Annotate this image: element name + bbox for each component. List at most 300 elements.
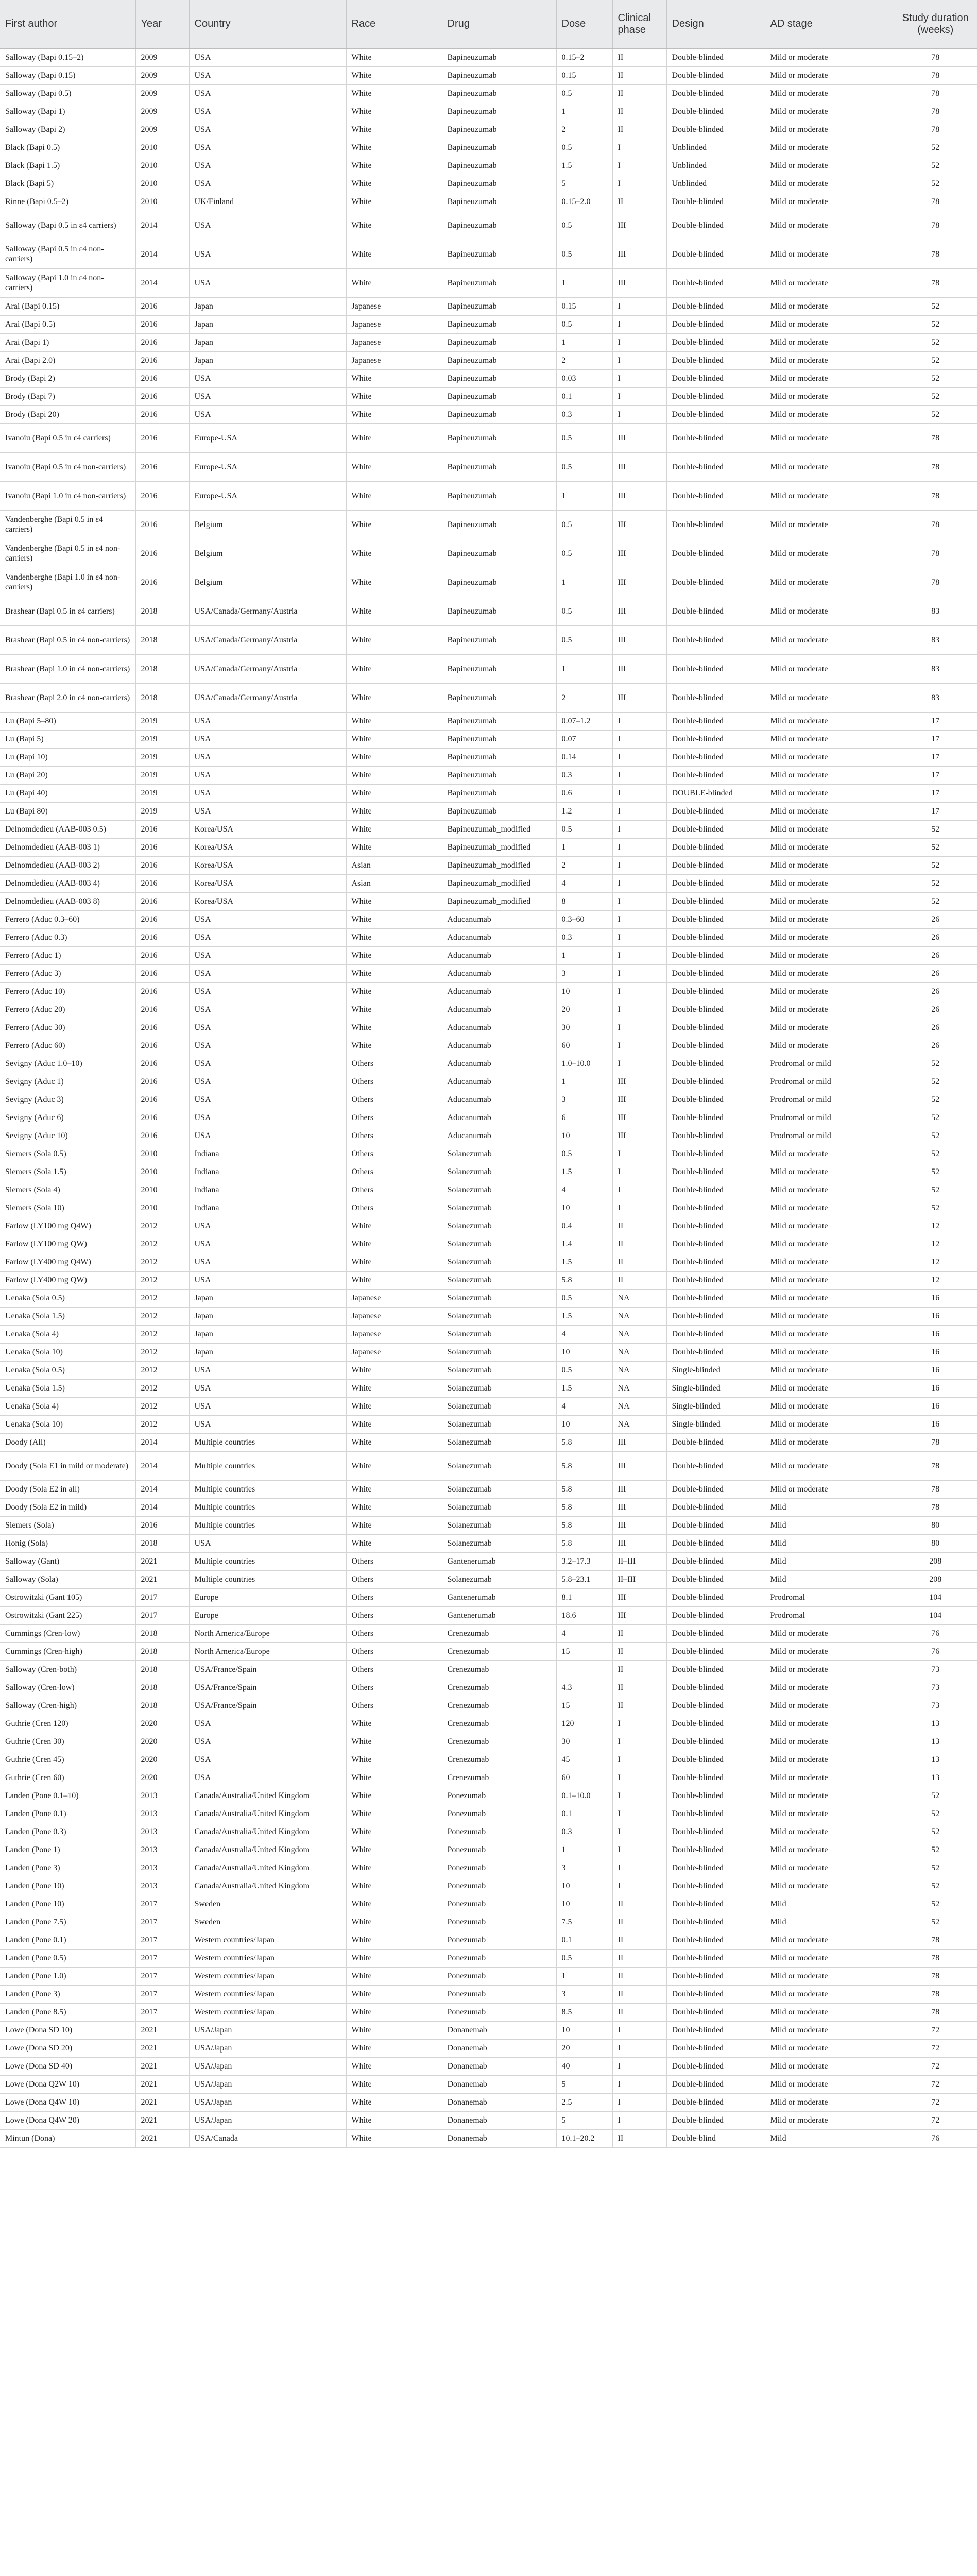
cell-first-author: Black (Bapi 1.5)	[0, 157, 135, 175]
cell-clinical-phase: I	[612, 405, 666, 423]
cell-clinical-phase: I	[612, 1019, 666, 1037]
cell-country: USA	[189, 784, 346, 802]
cell-year: 2016	[135, 874, 189, 892]
cell-country: Korea/USA	[189, 838, 346, 856]
cell-dose: 0.1	[556, 1931, 612, 1949]
cell-drug: Bapineuzumab_modified	[442, 820, 556, 838]
cell-dose: 0.5	[556, 315, 612, 333]
cell-study-duration: 52	[894, 333, 977, 351]
cell-dose: 1	[556, 654, 612, 683]
cell-drug: Solanezumab	[442, 1253, 556, 1271]
cell-clinical-phase: III	[612, 1091, 666, 1109]
cell-dose: 5	[556, 175, 612, 193]
cell-design: Double-blinded	[666, 2093, 765, 2111]
cell-drug: Aducanumab	[442, 1127, 556, 1145]
cell-drug: Ponezumab	[442, 1859, 556, 1877]
header-study-duration: Study duration (weeks)	[894, 0, 977, 48]
cell-study-duration: 12	[894, 1271, 977, 1289]
cell-first-author: Landen (Pone 1.0)	[0, 1967, 135, 1985]
cell-ad-stage: Mild or moderate	[765, 369, 894, 387]
cell-design: Double-blinded	[666, 1624, 765, 1642]
cell-year: 2014	[135, 240, 189, 268]
header-country: Country	[189, 0, 346, 48]
cell-first-author: Landen (Pone 7.5)	[0, 1913, 135, 1931]
table-row	[0, 820, 977, 838]
cell-first-author: Ferrero (Aduc 1)	[0, 946, 135, 964]
cell-dose: 8	[556, 892, 612, 910]
cell-drug: Solanezumab	[442, 1163, 556, 1181]
cell-drug: Solanezumab	[442, 1271, 556, 1289]
cell-design: Double-blinded	[666, 2003, 765, 2021]
cell-ad-stage: Mild or moderate	[765, 597, 894, 625]
cell-race: Others	[346, 1109, 442, 1127]
cell-year: 2014	[135, 211, 189, 240]
cell-clinical-phase: I	[612, 1001, 666, 1019]
cell-ad-stage: Mild or moderate	[765, 1415, 894, 1433]
cell-clinical-phase: I	[612, 1163, 666, 1181]
cell-ad-stage: Mild	[765, 1534, 894, 1552]
cell-study-duration: 52	[894, 820, 977, 838]
cell-race: White	[346, 369, 442, 387]
cell-study-duration: 78	[894, 2003, 977, 2021]
table-row	[0, 1451, 977, 1480]
cell-race: White	[346, 84, 442, 103]
cell-design: Double-blind	[666, 2129, 765, 2147]
cell-first-author: Ferrero (Aduc 0.3–60)	[0, 910, 135, 928]
table-row	[0, 121, 977, 139]
cell-ad-stage: Mild or moderate	[765, 1967, 894, 1985]
cell-clinical-phase: II	[612, 1679, 666, 1697]
cell-race: White	[346, 452, 442, 481]
cell-race: White	[346, 766, 442, 784]
table-row	[0, 103, 977, 121]
cell-design: Double-blinded	[666, 66, 765, 84]
cell-dose: 1	[556, 268, 612, 297]
cell-year: 2016	[135, 1037, 189, 1055]
table-row	[0, 654, 977, 683]
cell-ad-stage: Mild or moderate	[765, 1361, 894, 1379]
cell-race: White	[346, 405, 442, 423]
cell-design: Single-blinded	[666, 1361, 765, 1379]
cell-ad-stage: Mild	[765, 1913, 894, 1931]
cell-drug: Crenezumab	[442, 1751, 556, 1769]
cell-drug: Bapineuzumab	[442, 103, 556, 121]
cell-clinical-phase: NA	[612, 1361, 666, 1379]
cell-country: Multiple countries	[189, 1516, 346, 1534]
cell-dose	[556, 1660, 612, 1679]
table-row	[0, 1642, 977, 1660]
table-row	[0, 297, 977, 315]
cell-country: USA	[189, 175, 346, 193]
cell-country: USA	[189, 1109, 346, 1127]
cell-design: Single-blinded	[666, 1397, 765, 1415]
cell-country: North America/Europe	[189, 1624, 346, 1642]
table-row	[0, 2003, 977, 2021]
cell-country: USA	[189, 240, 346, 268]
cell-race: White	[346, 683, 442, 712]
cell-clinical-phase: NA	[612, 1415, 666, 1433]
cell-race: Others	[346, 1127, 442, 1145]
cell-dose: 0.5	[556, 240, 612, 268]
cell-design: Double-blinded	[666, 1307, 765, 1325]
cell-drug: Ponezumab	[442, 1823, 556, 1841]
cell-study-duration: 52	[894, 1859, 977, 1877]
cell-design: Double-blinded	[666, 820, 765, 838]
cell-drug: Ponezumab	[442, 1787, 556, 1805]
cell-ad-stage: Mild or moderate	[765, 84, 894, 103]
cell-dose: 0.5	[556, 597, 612, 625]
cell-country: USA	[189, 1253, 346, 1271]
cell-first-author: Guthrie (Cren 45)	[0, 1751, 135, 1769]
cell-drug: Crenezumab	[442, 1642, 556, 1660]
cell-clinical-phase: III	[612, 539, 666, 568]
cell-ad-stage: Mild or moderate	[765, 1823, 894, 1841]
cell-clinical-phase: I	[612, 1037, 666, 1055]
cell-drug: Aducanumab	[442, 1073, 556, 1091]
cell-study-duration: 72	[894, 2111, 977, 2129]
cell-first-author: Siemers (Sola 0.5)	[0, 1145, 135, 1163]
header-design: Design	[666, 0, 765, 48]
cell-dose: 1	[556, 568, 612, 597]
cell-drug: Bapineuzumab	[442, 452, 556, 481]
cell-drug: Ponezumab	[442, 1967, 556, 1985]
cell-dose: 0.5	[556, 139, 612, 157]
cell-race: White	[346, 1931, 442, 1949]
cell-design: Double-blinded	[666, 856, 765, 874]
cell-design: Double-blinded	[666, 1570, 765, 1588]
cell-design: Double-blinded	[666, 1895, 765, 1913]
cell-first-author: Arai (Bapi 0.15)	[0, 297, 135, 315]
cell-drug: Bapineuzumab	[442, 405, 556, 423]
cell-first-author: Salloway (Bapi 2)	[0, 121, 135, 139]
cell-design: Double-blinded	[666, 1985, 765, 2003]
cell-dose: 8.5	[556, 2003, 612, 2021]
cell-ad-stage: Mild or moderate	[765, 387, 894, 405]
cell-country: USA	[189, 1534, 346, 1552]
cell-first-author: Doody (Sola E1 in mild or moderate)	[0, 1451, 135, 1480]
cell-dose: 5.8	[556, 1480, 612, 1498]
cell-country: USA	[189, 1769, 346, 1787]
cell-dose: 10.1–20.2	[556, 2129, 612, 2147]
cell-year: 2021	[135, 1570, 189, 1588]
cell-design: Double-blinded	[666, 1552, 765, 1570]
cell-drug: Ponezumab	[442, 1805, 556, 1823]
table-row	[0, 1235, 977, 1253]
cell-year: 2013	[135, 1805, 189, 1823]
cell-clinical-phase: NA	[612, 1379, 666, 1397]
cell-year: 2021	[135, 2093, 189, 2111]
cell-clinical-phase: I	[612, 784, 666, 802]
cell-dose: 1.5	[556, 1163, 612, 1181]
cell-study-duration: 52	[894, 1199, 977, 1217]
cell-clinical-phase: I	[612, 1751, 666, 1769]
cell-race: Others	[346, 1624, 442, 1642]
cell-ad-stage: Mild or moderate	[765, 1145, 894, 1163]
table-row	[0, 1397, 977, 1415]
cell-year: 2020	[135, 1769, 189, 1787]
table-row	[0, 568, 977, 597]
cell-design: Double-blinded	[666, 838, 765, 856]
cell-drug: Bapineuzumab_modified	[442, 874, 556, 892]
cell-study-duration: 72	[894, 2057, 977, 2075]
cell-country: UK/Finland	[189, 193, 346, 211]
cell-drug: Solanezumab	[442, 1289, 556, 1307]
cell-year: 2016	[135, 1055, 189, 1073]
cell-dose: 0.1	[556, 387, 612, 405]
cell-design: Single-blinded	[666, 1415, 765, 1433]
cell-clinical-phase: III	[612, 1588, 666, 1606]
cell-year: 2012	[135, 1397, 189, 1415]
cell-year: 2012	[135, 1307, 189, 1325]
cell-country: USA	[189, 712, 346, 730]
cell-race: Japanese	[346, 297, 442, 315]
cell-country: USA	[189, 946, 346, 964]
cell-ad-stage: Mild or moderate	[765, 1480, 894, 1498]
table-row	[0, 1570, 977, 1588]
cell-drug: Bapineuzumab	[442, 748, 556, 766]
cell-drug: Solanezumab	[442, 1498, 556, 1516]
cell-design: Double-blinded	[666, 1715, 765, 1733]
cell-country: USA	[189, 84, 346, 103]
cell-country: Western countries/Japan	[189, 1967, 346, 1985]
cell-design: Double-blinded	[666, 1967, 765, 1985]
cell-year: 2009	[135, 66, 189, 84]
cell-clinical-phase: III	[612, 452, 666, 481]
cell-year: 2013	[135, 1787, 189, 1805]
cell-study-duration: 78	[894, 84, 977, 103]
cell-year: 2014	[135, 1451, 189, 1480]
table-row	[0, 597, 977, 625]
cell-ad-stage: Mild	[765, 1895, 894, 1913]
cell-study-duration: 52	[894, 1181, 977, 1199]
cell-first-author: Delnomdedieu (AAB-003 8)	[0, 892, 135, 910]
cell-ad-stage: Mild or moderate	[765, 784, 894, 802]
cell-design: Double-blinded	[666, 1019, 765, 1037]
table-row	[0, 1841, 977, 1859]
cell-design: Double-blinded	[666, 452, 765, 481]
cell-clinical-phase: I	[612, 1055, 666, 1073]
cell-first-author: Lowe (Dona SD 40)	[0, 2057, 135, 2075]
cell-year: 2010	[135, 175, 189, 193]
cell-country: USA/France/Spain	[189, 1679, 346, 1697]
cell-design: Double-blinded	[666, 683, 765, 712]
cell-year: 2016	[135, 928, 189, 946]
cell-design: Double-blinded	[666, 1733, 765, 1751]
cell-ad-stage: Mild or moderate	[765, 1397, 894, 1415]
cell-ad-stage: Mild or moderate	[765, 1805, 894, 1823]
cell-dose: 10	[556, 1343, 612, 1361]
cell-first-author: Arai (Bapi 2.0)	[0, 351, 135, 369]
cell-first-author: Farlow (LY400 mg Q4W)	[0, 1253, 135, 1271]
cell-design: Double-blinded	[666, 539, 765, 568]
cell-country: USA	[189, 1037, 346, 1055]
cell-year: 2019	[135, 730, 189, 748]
cell-clinical-phase: I	[612, 315, 666, 333]
cell-year: 2018	[135, 625, 189, 654]
cell-year: 2016	[135, 539, 189, 568]
cell-ad-stage: Mild or moderate	[765, 1001, 894, 1019]
cell-dose: 0.3–60	[556, 910, 612, 928]
cell-ad-stage: Mild or moderate	[765, 1859, 894, 1877]
cell-race: White	[346, 510, 442, 539]
table-row	[0, 802, 977, 820]
table-row	[0, 1325, 977, 1343]
cell-ad-stage: Prodromal	[765, 1588, 894, 1606]
cell-race: White	[346, 820, 442, 838]
cell-drug: Bapineuzumab	[442, 48, 556, 66]
table-row	[0, 856, 977, 874]
cell-clinical-phase: II	[612, 1624, 666, 1642]
cell-study-duration: 76	[894, 2129, 977, 2147]
cell-dose: 0.14	[556, 748, 612, 766]
cell-clinical-phase: I	[612, 2021, 666, 2039]
cell-drug: Solanezumab	[442, 1145, 556, 1163]
cell-design: Double-blinded	[666, 423, 765, 452]
table-row	[0, 369, 977, 387]
cell-ad-stage: Mild or moderate	[765, 712, 894, 730]
cell-ad-stage: Mild or moderate	[765, 838, 894, 856]
cell-design: Double-blinded	[666, 1516, 765, 1534]
cell-dose: 0.1	[556, 1805, 612, 1823]
cell-dose: 3	[556, 1091, 612, 1109]
cell-year: 2010	[135, 1181, 189, 1199]
cell-race: White	[346, 121, 442, 139]
cell-study-duration: 26	[894, 1037, 977, 1055]
cell-first-author: Uenaka (Sola 1.5)	[0, 1379, 135, 1397]
cell-country: Canada/Australia/United Kingdom	[189, 1877, 346, 1895]
cell-dose: 0.6	[556, 784, 612, 802]
cell-year: 2016	[135, 333, 189, 351]
header-drug: Drug	[442, 0, 556, 48]
cell-design: Double-blinded	[666, 103, 765, 121]
cell-year: 2016	[135, 315, 189, 333]
cell-clinical-phase: I	[612, 1877, 666, 1895]
cell-clinical-phase: II	[612, 193, 666, 211]
cell-drug: Crenezumab	[442, 1733, 556, 1751]
cell-year: 2016	[135, 423, 189, 452]
cell-clinical-phase: I	[612, 2039, 666, 2057]
table-row	[0, 1289, 977, 1307]
cell-dose: 2.5	[556, 2093, 612, 2111]
cell-race: White	[346, 1001, 442, 1019]
cell-dose: 0.3	[556, 405, 612, 423]
cell-study-duration: 52	[894, 315, 977, 333]
cell-study-duration: 78	[894, 1949, 977, 1967]
cell-ad-stage: Mild or moderate	[765, 568, 894, 597]
cell-year: 2019	[135, 784, 189, 802]
cell-design: Double-blinded	[666, 1289, 765, 1307]
cell-design: Double-blinded	[666, 654, 765, 683]
cell-first-author: Salloway (Bapi 0.15)	[0, 66, 135, 84]
cell-race: Japanese	[346, 1325, 442, 1343]
cell-design: Double-blinded	[666, 874, 765, 892]
cell-study-duration: 16	[894, 1343, 977, 1361]
cell-year: 2010	[135, 157, 189, 175]
cell-first-author: Landen (Pone 1)	[0, 1841, 135, 1859]
cell-dose: 0.5	[556, 1361, 612, 1379]
cell-dose: 0.5	[556, 211, 612, 240]
cell-year: 2021	[135, 2021, 189, 2039]
cell-study-duration: 78	[894, 1931, 977, 1949]
cell-country: Belgium	[189, 510, 346, 539]
cell-year: 2021	[135, 2075, 189, 2093]
cell-race: White	[346, 1019, 442, 1037]
table-row	[0, 423, 977, 452]
cell-dose: 120	[556, 1715, 612, 1733]
table-body	[0, 48, 977, 2147]
cell-dose: 1	[556, 1967, 612, 1985]
cell-clinical-phase: II	[612, 1660, 666, 1679]
cell-ad-stage: Mild or moderate	[765, 1181, 894, 1199]
cell-study-duration: 52	[894, 139, 977, 157]
cell-design: Double-blinded	[666, 1823, 765, 1841]
cell-year: 2016	[135, 297, 189, 315]
cell-dose: 3	[556, 1859, 612, 1877]
cell-first-author: Lu (Bapi 10)	[0, 748, 135, 766]
cell-country: USA	[189, 1379, 346, 1397]
cell-design: Double-blinded	[666, 946, 765, 964]
cell-first-author: Lu (Bapi 5)	[0, 730, 135, 748]
cell-clinical-phase: I	[612, 2075, 666, 2093]
cell-race: Japanese	[346, 1343, 442, 1361]
cell-year: 2016	[135, 1516, 189, 1534]
cell-ad-stage: Mild or moderate	[765, 66, 894, 84]
cell-race: Others	[346, 1163, 442, 1181]
cell-year: 2012	[135, 1271, 189, 1289]
cell-first-author: Ivanoiu (Bapi 1.0 in ε4 non-carriers)	[0, 481, 135, 510]
cell-year: 2016	[135, 1073, 189, 1091]
cell-study-duration: 52	[894, 405, 977, 423]
cell-first-author: Doody (Sola E2 in mild)	[0, 1498, 135, 1516]
cell-dose: 0.15	[556, 297, 612, 315]
cell-country: Multiple countries	[189, 1498, 346, 1516]
table-row	[0, 268, 977, 297]
cell-first-author: Uenaka (Sola 0.5)	[0, 1361, 135, 1379]
cell-drug: Aducanumab	[442, 1037, 556, 1055]
cell-country: USA	[189, 928, 346, 946]
cell-study-duration: 76	[894, 1624, 977, 1642]
cell-clinical-phase: I	[612, 175, 666, 193]
cell-drug: Bapineuzumab	[442, 654, 556, 683]
table-header	[0, 0, 977, 48]
cell-clinical-phase: I	[612, 910, 666, 928]
cell-ad-stage: Mild or moderate	[765, 139, 894, 157]
cell-clinical-phase: I	[612, 946, 666, 964]
cell-study-duration: 104	[894, 1588, 977, 1606]
cell-year: 2009	[135, 48, 189, 66]
cell-first-author: Guthrie (Cren 120)	[0, 1715, 135, 1733]
table-row	[0, 1145, 977, 1163]
cell-clinical-phase: I	[612, 982, 666, 1001]
cell-design: Double-blinded	[666, 802, 765, 820]
cell-clinical-phase: I	[612, 157, 666, 175]
cell-drug: Ponezumab	[442, 1949, 556, 1967]
cell-race: White	[346, 240, 442, 268]
cell-race: White	[346, 2075, 442, 2093]
cell-design: Double-blinded	[666, 351, 765, 369]
cell-race: White	[346, 928, 442, 946]
cell-ad-stage: Mild or moderate	[765, 405, 894, 423]
cell-race: White	[346, 1498, 442, 1516]
cell-first-author: Sevigny (Aduc 3)	[0, 1091, 135, 1109]
cell-clinical-phase: I	[612, 1823, 666, 1841]
cell-study-duration: 52	[894, 351, 977, 369]
cell-study-duration: 76	[894, 1642, 977, 1660]
cell-dose: 0.5	[556, 423, 612, 452]
cell-clinical-phase: II	[612, 1217, 666, 1235]
cell-dose: 1	[556, 946, 612, 964]
cell-country: Korea/USA	[189, 820, 346, 838]
